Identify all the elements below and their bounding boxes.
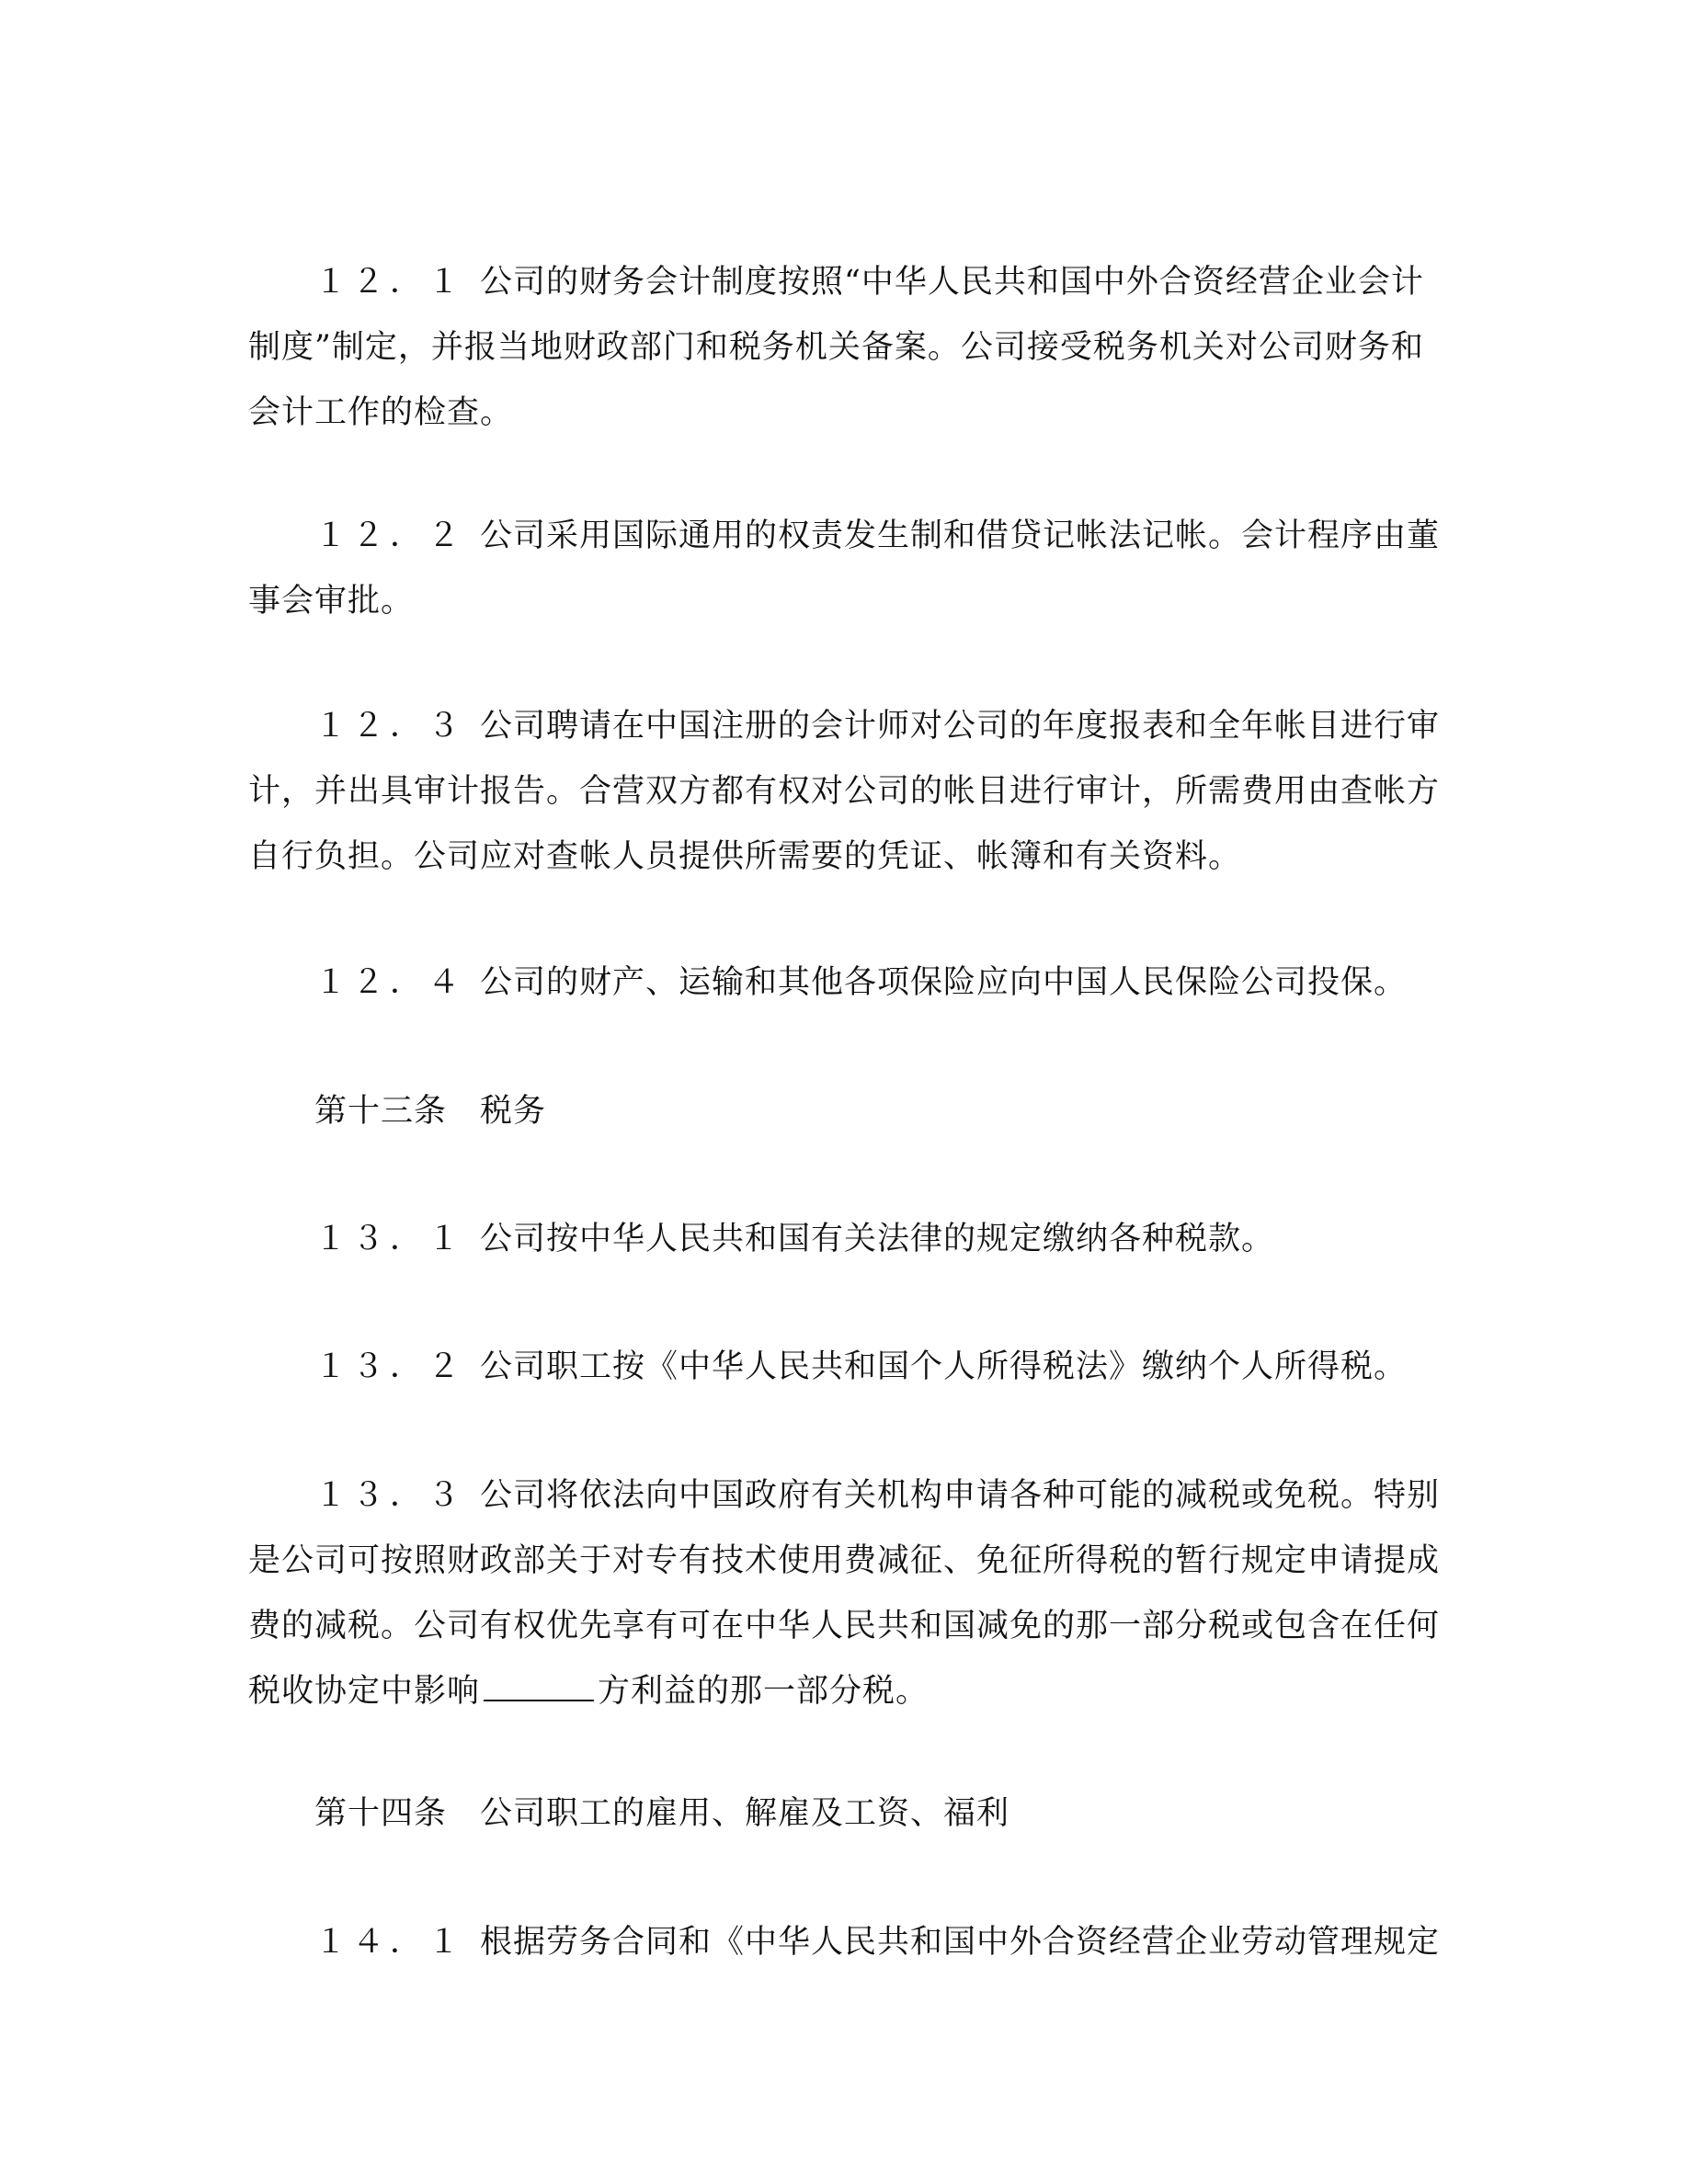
clause-text: 方利益的那一部分税。 xyxy=(598,1673,930,1710)
clause-text: 公司聘请在中国注册的会计师对公司的年度报表和全年帐目进行审 xyxy=(480,708,1441,745)
article-13-heading xyxy=(248,1079,1434,1144)
clause-12-1 xyxy=(248,250,1434,446)
clause-text: 自行负担。公司应对查帐人员提供所需要的凭证、帐簿和有关资料。 xyxy=(248,838,1242,875)
clause-text: 公司采用国际通用的权责发生制和借贷记帐法记帐。会计程序由董 xyxy=(480,518,1441,554)
clause-text: 公司按中华人民共和国有关法律的规定缴纳各种税款。 xyxy=(480,1221,1275,1257)
article-number: 第十三条 xyxy=(314,1093,448,1130)
clause-number: １２．３ xyxy=(314,708,466,745)
article-title: 公司职工的雇用、解雇及工资、福利 xyxy=(480,1795,1010,1832)
article-title: 税务 xyxy=(480,1093,547,1130)
clause-number: １３．１ xyxy=(314,1221,466,1257)
clause-number: １２．１ xyxy=(314,264,466,301)
clause-12-3 xyxy=(248,694,1441,890)
clause-text: 公司的财务会计制度按照“中华人民共和国中外合资经营企业会计 xyxy=(480,264,1424,301)
clause-number: １２．２ xyxy=(314,518,466,554)
clause-text: 会计工作的检查。 xyxy=(248,394,514,431)
article-14-heading xyxy=(248,1781,1434,1847)
clause-12-2 xyxy=(248,504,1441,634)
clause-number: １３．３ xyxy=(314,1477,466,1514)
clause-text: 事会审批。 xyxy=(248,583,415,620)
fill-in-blank xyxy=(484,1672,594,1701)
clause-text: 税收协定中影响 xyxy=(248,1673,481,1710)
clause-text: 计，并出具审计报告。合营双方都有权对公司的帐目进行审计，所需费用由查帐方 xyxy=(248,773,1441,810)
clause-number: １４．１ xyxy=(314,1924,466,1961)
clause-13-1 xyxy=(248,1207,1434,1272)
clause-text: 根据劳务合同和《中华人民共和国中外合资经营企业劳动管理规定 xyxy=(480,1924,1441,1961)
clause-13-2 xyxy=(248,1335,1434,1400)
clause-text: 公司将依法向中国政府有关机构申请各种可能的减税或免税。特别 xyxy=(480,1477,1441,1514)
clause-12-4 xyxy=(248,950,1434,1016)
clause-text: 制度”制定，并报当地财政部门和税务机关备案。公司接受税务机关对公司财务和 xyxy=(248,329,1424,366)
clause-text: 公司的财产、运输和其他各项保险应向中国人民保险公司投保。 xyxy=(480,964,1408,1001)
article-number: 第十四条 xyxy=(314,1795,448,1832)
clause-text: 费的减税。公司有权优先享有可在中华人民共和国减免的那一部分税或包含在任何 xyxy=(248,1608,1441,1644)
clause-number: １３．２ xyxy=(314,1348,466,1385)
clause-13-3 xyxy=(248,1463,1441,1724)
clause-14-1 xyxy=(248,1910,1441,1975)
clause-text: 是公司可按照财政部关于对专有技术使用费减征、免征所得税的暂行规定申请提成 xyxy=(248,1542,1441,1579)
clause-text: 公司职工按《中华人民共和国个人所得税法》缴纳个人所得税。 xyxy=(480,1348,1408,1385)
clause-number: １２．４ xyxy=(314,964,466,1001)
